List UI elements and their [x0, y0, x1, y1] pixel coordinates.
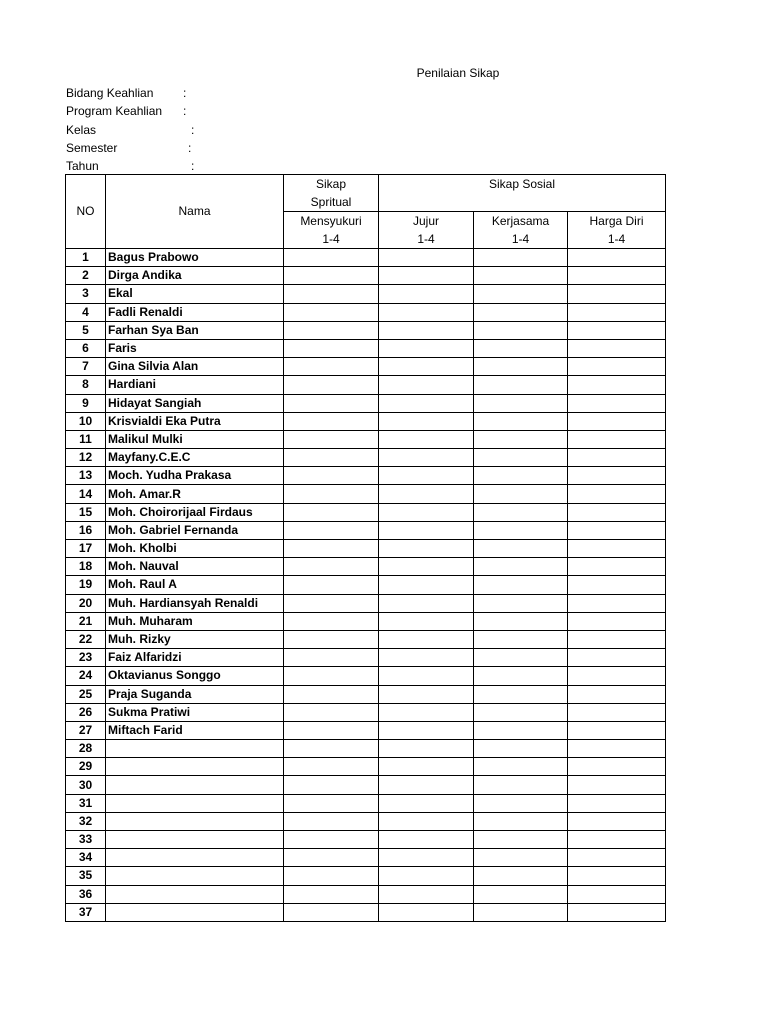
score-mensyukuri[interactable]	[284, 758, 379, 776]
score-kerjasama[interactable]	[474, 612, 568, 630]
score-harga-diri[interactable]	[568, 412, 666, 430]
score-jujur[interactable]	[379, 721, 474, 739]
score-harga-diri[interactable]	[568, 285, 666, 303]
score-harga-diri[interactable]	[568, 594, 666, 612]
row-number: 11	[66, 430, 106, 448]
table-row	[66, 794, 666, 812]
table-row	[66, 812, 666, 830]
score-mensyukuri[interactable]	[284, 903, 379, 921]
score-jujur[interactable]	[379, 703, 474, 721]
score-kerjasama[interactable]	[474, 594, 568, 612]
row-number: 26	[66, 703, 106, 721]
header-kerjasama	[474, 212, 568, 249]
row-number: 1	[66, 249, 106, 267]
score-kerjasama[interactable]	[474, 740, 568, 758]
row-number: 21	[66, 612, 106, 630]
score-kerjasama[interactable]	[474, 449, 568, 467]
score-harga-diri[interactable]	[568, 630, 666, 648]
header-jujur	[379, 212, 474, 249]
row-number: 35	[66, 867, 106, 885]
score-harga-diri[interactable]	[568, 885, 666, 903]
score-mensyukuri[interactable]	[284, 358, 379, 376]
row-number: 6	[66, 339, 106, 357]
student-name	[106, 885, 284, 903]
table-row	[66, 667, 666, 685]
row-number: 7	[66, 358, 106, 376]
info-label: Semester	[66, 140, 118, 155]
score-jujur[interactable]	[379, 867, 474, 885]
score-kerjasama[interactable]	[474, 867, 568, 885]
score-mensyukuri[interactable]	[284, 831, 379, 849]
score-jujur[interactable]	[379, 376, 474, 394]
score-jujur[interactable]	[379, 303, 474, 321]
row-number: 18	[66, 558, 106, 576]
row-number: 13	[66, 467, 106, 485]
student-name: Muh. Muharam	[106, 612, 284, 630]
score-kerjasama[interactable]	[474, 558, 568, 576]
info-label: Program Keahlian	[66, 104, 163, 119]
score-jujur[interactable]	[379, 267, 474, 285]
student-name	[106, 812, 284, 830]
student-name	[106, 867, 284, 885]
score-kerjasama[interactable]	[474, 376, 568, 394]
score-kerjasama[interactable]	[474, 503, 568, 521]
table-row	[66, 339, 666, 357]
score-mensyukuri[interactable]	[284, 303, 379, 321]
info-colon: :	[188, 140, 192, 155]
row-number: 31	[66, 794, 106, 812]
score-kerjasama[interactable]	[474, 721, 568, 739]
score-kerjasama[interactable]	[474, 267, 568, 285]
score-jujur[interactable]	[379, 503, 474, 521]
score-mensyukuri[interactable]	[284, 540, 379, 558]
row-number: 32	[66, 812, 106, 830]
score-harga-diri[interactable]	[568, 831, 666, 849]
table-row	[66, 612, 666, 630]
score-kerjasama[interactable]	[474, 358, 568, 376]
header-scale: 1-4	[607, 232, 626, 246]
score-jujur[interactable]	[379, 594, 474, 612]
student-name: Muh. Hardiansyah Renaldi	[106, 594, 284, 612]
table-row	[66, 576, 666, 594]
score-kerjasama[interactable]	[474, 758, 568, 776]
score-mensyukuri[interactable]	[284, 267, 379, 285]
score-mensyukuri[interactable]	[284, 794, 379, 812]
score-kerjasama[interactable]	[474, 303, 568, 321]
score-kerjasama[interactable]	[474, 831, 568, 849]
score-jujur[interactable]	[379, 903, 474, 921]
score-jujur[interactable]	[379, 394, 474, 412]
score-mensyukuri[interactable]	[284, 449, 379, 467]
info-colon: :	[183, 104, 187, 119]
row-number: 4	[66, 303, 106, 321]
score-harga-diri[interactable]	[568, 649, 666, 667]
score-jujur[interactable]	[379, 831, 474, 849]
score-kerjasama[interactable]	[474, 249, 568, 267]
table-row	[66, 885, 666, 903]
student-name	[106, 903, 284, 921]
row-number: 34	[66, 849, 106, 867]
student-name: Miftach Farid	[106, 721, 284, 739]
score-kerjasama[interactable]	[474, 412, 568, 430]
score-jujur[interactable]	[379, 576, 474, 594]
table-row	[66, 740, 666, 758]
score-mensyukuri[interactable]	[284, 285, 379, 303]
score-harga-diri[interactable]	[568, 321, 666, 339]
table-row	[66, 485, 666, 503]
row-number: 15	[66, 503, 106, 521]
row-number: 16	[66, 521, 106, 539]
score-mensyukuri[interactable]	[284, 339, 379, 357]
score-mensyukuri[interactable]	[284, 849, 379, 867]
table-row	[66, 394, 666, 412]
student-name: Moch. Yudha Prakasa	[106, 467, 284, 485]
score-jujur[interactable]	[379, 430, 474, 448]
student-name: Ekal	[106, 285, 284, 303]
info-colon: :	[191, 122, 195, 137]
score-harga-diri[interactable]	[568, 376, 666, 394]
score-jujur[interactable]	[379, 249, 474, 267]
score-kerjasama[interactable]	[474, 794, 568, 812]
row-number: 22	[66, 630, 106, 648]
score-mensyukuri[interactable]	[284, 649, 379, 667]
table-row	[66, 267, 666, 285]
table-row	[66, 776, 666, 794]
score-harga-diri[interactable]	[568, 249, 666, 267]
row-number: 9	[66, 394, 106, 412]
student-name	[106, 794, 284, 812]
document-title: Penilaian Sikap	[416, 66, 500, 80]
score-kerjasama[interactable]	[474, 667, 568, 685]
row-number: 10	[66, 412, 106, 430]
score-harga-diri[interactable]	[568, 740, 666, 758]
table-row	[66, 449, 666, 467]
row-number: 33	[66, 831, 106, 849]
score-mensyukuri[interactable]	[284, 412, 379, 430]
score-kerjasama[interactable]	[474, 903, 568, 921]
score-mensyukuri[interactable]	[284, 394, 379, 412]
info-label: Bidang Keahlian	[66, 86, 154, 100]
score-jujur[interactable]	[379, 358, 474, 376]
score-harga-diri[interactable]	[568, 612, 666, 630]
header-spiritual-line: Spritual	[310, 195, 352, 209]
score-harga-diri[interactable]	[568, 394, 666, 412]
table-row	[66, 630, 666, 648]
student-name: Moh. Nauval	[106, 558, 284, 576]
header-jujur-label: Jujur	[412, 214, 439, 228]
score-kerjasama[interactable]	[474, 849, 568, 867]
score-jujur[interactable]	[379, 667, 474, 685]
table-row	[66, 903, 666, 921]
score-jujur[interactable]	[379, 339, 474, 357]
info-colon: :	[183, 86, 187, 100]
row-number: 28	[66, 740, 106, 758]
score-harga-diri[interactable]	[568, 267, 666, 285]
score-harga-diri[interactable]	[568, 667, 666, 685]
row-number: 19	[66, 576, 106, 594]
score-mensyukuri[interactable]	[284, 558, 379, 576]
score-mensyukuri[interactable]	[284, 812, 379, 830]
score-harga-diri[interactable]	[568, 485, 666, 503]
score-mensyukuri[interactable]	[284, 467, 379, 485]
score-mensyukuri[interactable]	[284, 885, 379, 903]
score-harga-diri[interactable]	[568, 303, 666, 321]
score-harga-diri[interactable]	[568, 685, 666, 703]
score-harga-diri[interactable]	[568, 812, 666, 830]
score-mensyukuri[interactable]	[284, 667, 379, 685]
table-row	[66, 430, 666, 448]
header-sikap-spiritual	[284, 175, 379, 212]
score-mensyukuri[interactable]	[284, 776, 379, 794]
score-jujur[interactable]	[379, 812, 474, 830]
table-row	[66, 703, 666, 721]
row-number: 25	[66, 685, 106, 703]
score-mensyukuri[interactable]	[284, 485, 379, 503]
score-harga-diri[interactable]	[568, 558, 666, 576]
header-harga-diri-label: Harga Diri	[589, 214, 644, 228]
student-name	[106, 849, 284, 867]
score-harga-diri[interactable]	[568, 358, 666, 376]
info-label: Kelas	[66, 122, 97, 137]
score-harga-diri[interactable]	[568, 849, 666, 867]
score-kerjasama[interactable]	[474, 885, 568, 903]
table-row	[66, 467, 666, 485]
score-mensyukuri[interactable]	[284, 576, 379, 594]
score-harga-diri[interactable]	[568, 467, 666, 485]
score-jujur[interactable]	[379, 521, 474, 539]
score-kerjasama[interactable]	[474, 576, 568, 594]
student-name: Moh. Raul A	[106, 576, 284, 594]
score-jujur[interactable]	[379, 449, 474, 467]
table-row	[66, 594, 666, 612]
score-kerjasama[interactable]	[474, 685, 568, 703]
student-name: Muh. Rizky	[106, 630, 284, 648]
score-harga-diri[interactable]	[568, 721, 666, 739]
row-number: 30	[66, 776, 106, 794]
row-number: 8	[66, 376, 106, 394]
assessment-table	[65, 174, 666, 922]
score-harga-diri[interactable]	[568, 903, 666, 921]
score-harga-diri[interactable]	[568, 867, 666, 885]
header-mensyukuri-label: Mensyukuri	[300, 214, 362, 228]
score-kerjasama[interactable]	[474, 630, 568, 648]
student-name: Moh. Gabriel Fernanda	[106, 521, 284, 539]
score-harga-diri[interactable]	[568, 521, 666, 539]
score-mensyukuri[interactable]	[284, 630, 379, 648]
score-harga-diri[interactable]	[568, 794, 666, 812]
score-kerjasama[interactable]	[474, 521, 568, 539]
row-number: 37	[66, 903, 106, 921]
row-number: 24	[66, 667, 106, 685]
score-mensyukuri[interactable]	[284, 594, 379, 612]
header-mensyukuri	[284, 212, 379, 249]
score-kerjasama[interactable]	[474, 649, 568, 667]
score-kerjasama[interactable]	[474, 485, 568, 503]
score-mensyukuri[interactable]	[284, 321, 379, 339]
student-name: Hidayat Sangiah	[106, 394, 284, 412]
score-jujur[interactable]	[379, 540, 474, 558]
score-harga-diri[interactable]	[568, 449, 666, 467]
header-sikap-sosial: Sikap Sosial	[379, 175, 666, 212]
score-harga-diri[interactable]	[568, 576, 666, 594]
student-name	[106, 776, 284, 794]
student-name: Moh. Kholbi	[106, 540, 284, 558]
header-scale: 1-4	[417, 232, 435, 246]
score-jujur[interactable]	[379, 467, 474, 485]
score-kerjasama[interactable]	[474, 285, 568, 303]
header-kerjasama-label: Kerjasama	[491, 214, 550, 228]
score-jujur[interactable]	[379, 849, 474, 867]
score-jujur[interactable]	[379, 485, 474, 503]
score-mensyukuri[interactable]	[284, 685, 379, 703]
header-sikap-line: Sikap	[315, 177, 347, 191]
score-jujur[interactable]	[379, 285, 474, 303]
score-mensyukuri[interactable]	[284, 703, 379, 721]
row-number: 23	[66, 649, 106, 667]
table-row	[66, 721, 666, 739]
score-jujur[interactable]	[379, 630, 474, 648]
table-row	[66, 849, 666, 867]
score-harga-diri[interactable]	[568, 430, 666, 448]
row-number: 29	[66, 758, 106, 776]
score-mensyukuri[interactable]	[284, 612, 379, 630]
table-row	[66, 649, 666, 667]
table-body	[66, 249, 666, 922]
table-row	[66, 867, 666, 885]
header-scale: 1-4	[511, 232, 530, 246]
table-row	[66, 758, 666, 776]
score-kerjasama[interactable]	[474, 467, 568, 485]
score-mensyukuri[interactable]	[284, 249, 379, 267]
row-number: 5	[66, 321, 106, 339]
score-kerjasama[interactable]	[474, 703, 568, 721]
student-name: Fadli Renaldi	[106, 303, 284, 321]
score-jujur[interactable]	[379, 776, 474, 794]
score-mensyukuri[interactable]	[284, 740, 379, 758]
score-kerjasama[interactable]	[474, 394, 568, 412]
student-name: Praja Suganda	[106, 685, 284, 703]
row-number: 20	[66, 594, 106, 612]
header-harga-diri	[568, 212, 666, 249]
score-kerjasama[interactable]	[474, 321, 568, 339]
student-name: Malikul Mulki	[106, 430, 284, 448]
score-mensyukuri[interactable]	[284, 503, 379, 521]
score-kerjasama[interactable]	[474, 430, 568, 448]
info-colon: :	[191, 159, 195, 174]
score-kerjasama[interactable]	[474, 540, 568, 558]
table-row	[66, 558, 666, 576]
score-mensyukuri[interactable]	[284, 430, 379, 448]
row-number: 36	[66, 885, 106, 903]
row-number: 3	[66, 285, 106, 303]
student-name: Moh. Amar.R	[106, 485, 284, 503]
score-jujur[interactable]	[379, 885, 474, 903]
student-name	[106, 758, 284, 776]
student-name: Sukma Pratiwi	[106, 703, 284, 721]
student-name: Krisvialdi Eka Putra	[106, 412, 284, 430]
score-mensyukuri[interactable]	[284, 721, 379, 739]
score-harga-diri[interactable]	[568, 776, 666, 794]
table-row	[66, 521, 666, 539]
header-nama: Nama	[106, 175, 284, 249]
table-row	[66, 321, 666, 339]
student-name: Bagus Prabowo	[106, 249, 284, 267]
student-name: Moh. Choirorijaal Firdaus	[106, 503, 284, 521]
score-harga-diri[interactable]	[568, 339, 666, 357]
table-row	[66, 376, 666, 394]
score-jujur[interactable]	[379, 758, 474, 776]
table-row	[66, 358, 666, 376]
score-jujur[interactable]	[379, 412, 474, 430]
score-harga-diri[interactable]	[568, 503, 666, 521]
row-number: 17	[66, 540, 106, 558]
table-row	[66, 285, 666, 303]
score-jujur[interactable]	[379, 649, 474, 667]
score-mensyukuri[interactable]	[284, 521, 379, 539]
student-name: Faiz Alfaridzi	[106, 649, 284, 667]
score-kerjasama[interactable]	[474, 812, 568, 830]
score-jujur[interactable]	[379, 612, 474, 630]
score-harga-diri[interactable]	[568, 703, 666, 721]
score-harga-diri[interactable]	[568, 758, 666, 776]
table-row	[66, 303, 666, 321]
score-jujur[interactable]	[379, 740, 474, 758]
score-kerjasama[interactable]	[474, 776, 568, 794]
score-kerjasama[interactable]	[474, 339, 568, 357]
row-number: 2	[66, 267, 106, 285]
score-harga-diri[interactable]	[568, 540, 666, 558]
header-scale: 1-4	[322, 232, 340, 246]
row-number: 27	[66, 721, 106, 739]
table-row	[66, 685, 666, 703]
student-name	[106, 831, 284, 849]
header-no: NO	[66, 175, 106, 249]
student-name: Gina Silvia Alan	[106, 358, 284, 376]
score-jujur[interactable]	[379, 685, 474, 703]
student-name: Hardiani	[106, 376, 284, 394]
student-name: Dirga Andika	[106, 267, 284, 285]
score-jujur[interactable]	[379, 558, 474, 576]
table-row	[66, 503, 666, 521]
table-row	[66, 249, 666, 267]
student-name: Mayfany.C.E.C	[106, 449, 284, 467]
row-number: 14	[66, 485, 106, 503]
student-name: Oktavianus Songgo	[106, 667, 284, 685]
row-number: 12	[66, 449, 106, 467]
score-mensyukuri[interactable]	[284, 867, 379, 885]
student-name: Farhan Sya Ban	[106, 321, 284, 339]
score-jujur[interactable]	[379, 794, 474, 812]
score-mensyukuri[interactable]	[284, 376, 379, 394]
table-row	[66, 831, 666, 849]
table-row	[66, 412, 666, 430]
score-jujur[interactable]	[379, 321, 474, 339]
table-row	[66, 540, 666, 558]
info-label: Tahun	[66, 159, 99, 174]
student-name: Faris	[106, 339, 284, 357]
student-name	[106, 740, 284, 758]
